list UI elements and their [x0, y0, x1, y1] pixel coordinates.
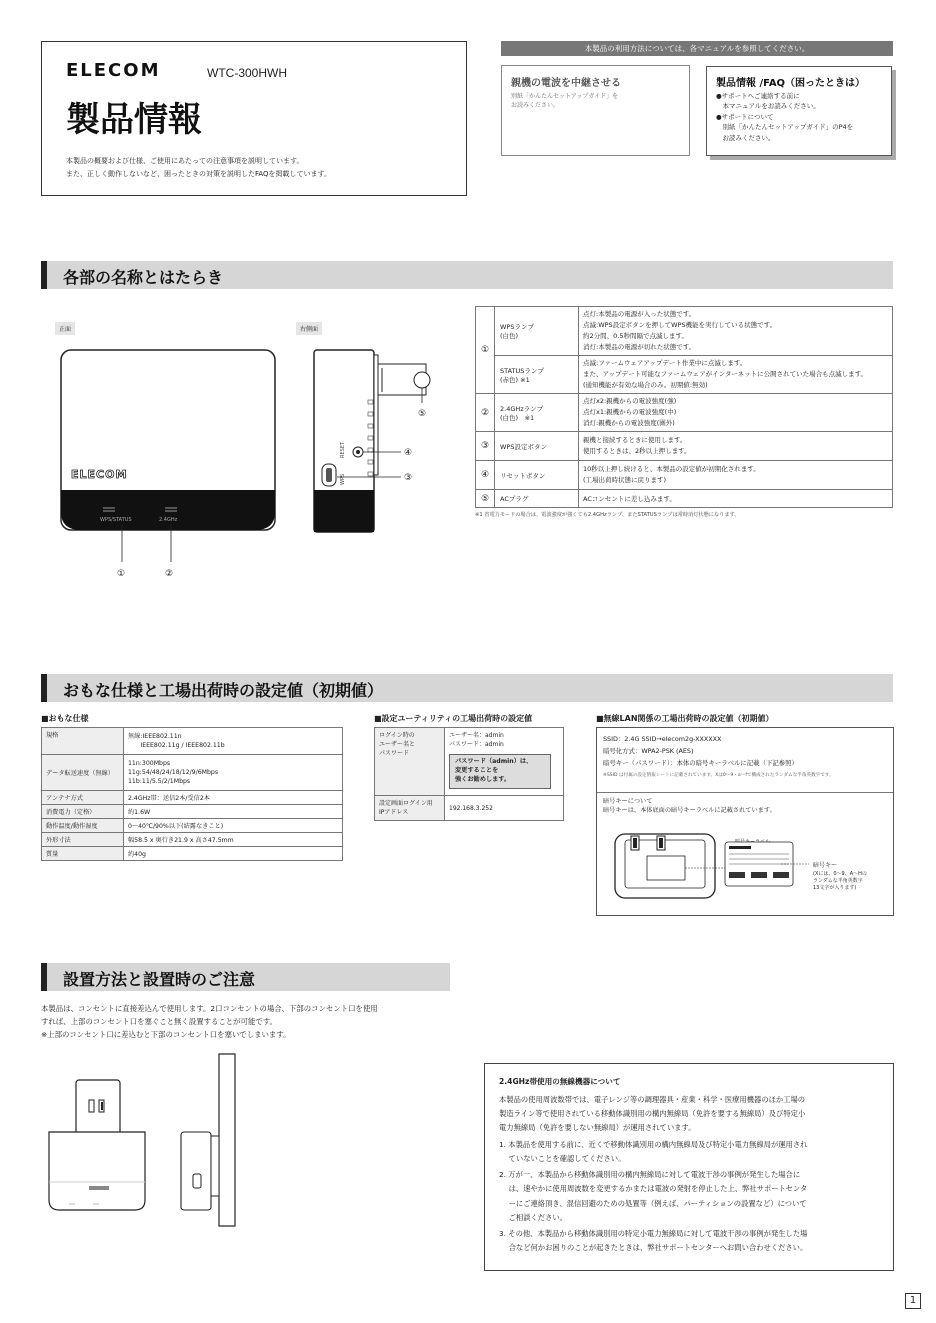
util-ip-label-line: 設定画面ログイン用: [379, 800, 433, 807]
parts-name: WPS設定ボタン: [495, 432, 579, 461]
utility-defaults-table: [374, 727, 564, 821]
spec-key: 規格: [42, 728, 124, 755]
elecom-logo: ELECOM: [66, 60, 161, 81]
wlan-key-info: [603, 797, 776, 816]
radio-intro-line: 製造ライン等で使用されている移動体識別用の構内無線局（免許を要する無線局）及び特定小: [499, 1109, 806, 1119]
wlan-note: ※SSID は付属の設定情報シートに記載されています。Xは0～9・a～fで構成されたランダムな半角英数字です。: [603, 773, 834, 778]
table-row: [476, 461, 893, 490]
device-front-illustration: [55, 340, 295, 590]
radio-intro-line: 電力無線局（免許を要しない無線局）が運用されています。: [499, 1123, 696, 1133]
util-ip-value: 192.168.3.252: [445, 796, 564, 821]
page-title: 製品情報: [66, 100, 202, 140]
spec-key: アンテナ方式: [42, 791, 124, 805]
spec-value-line: 11b:11/5.5/2/1Mbps: [128, 778, 191, 786]
manual-box-relay-line1: 別紙「かんたんセットアップガイド」を: [511, 93, 619, 100]
util-login-label-line: ユーザー名と: [379, 741, 416, 748]
spec-value: [124, 755, 343, 791]
wps-label: WPS: [340, 473, 346, 485]
util-login-label-line: パスワード: [379, 750, 410, 757]
spec-value-line: 11n:300Mbps: [128, 759, 171, 767]
parts-desc: [579, 432, 893, 461]
radio-intro-line: 本製品の使用周波数帯では、電子レンジ等の調理器具・産業・科学・医療用機器のほか工場の: [499, 1095, 806, 1104]
wlan-divider: [597, 792, 893, 793]
radio-item-line: 2. 万が一、本製品から移動体識別用の構内無線局に対して電波干渉の事例が発生した場合に: [499, 1170, 801, 1180]
radio-notice-title: 2.4GHz帯使用の無線機器について: [499, 1077, 621, 1086]
header-desc-1: 本製品の概要および仕様、ご使用にあたっての注意事項を説明しています。: [66, 157, 304, 165]
front-lamp-label: 2.4GHz: [159, 517, 178, 523]
wlan-defaults-heading: ■無線LAN関係の工場出荷時の設定値（初期値）: [596, 714, 774, 723]
wlan-line: 暗号キー（パスワード）：本体の暗号キーラベルに記載（下記参照）: [603, 759, 798, 768]
install-line: ※上部のコンセント口に差込むと下部のコンセント口を塞いでしまいます。: [41, 1029, 291, 1039]
section-bar-specs: [41, 674, 893, 702]
table-row: [476, 490, 893, 508]
section-title: 設置方法と設置時のご注意: [63, 970, 256, 989]
manual-box-relay: [501, 65, 690, 156]
parts-desc-line: 消灯:親機からの電波強度(圏外): [583, 419, 675, 428]
parts-desc-line: 点滅:WPS設定ボタンを押してWPS機能を実行している状態です。: [583, 321, 777, 330]
table-row: [476, 432, 893, 461]
parts-desc: [579, 490, 893, 508]
parts-desc-line: また、アップデート可能なファームウェアがインターネットに公開されていた場合も点滅します。: [583, 370, 868, 379]
parts-desc: [579, 461, 893, 490]
faq-line: お読みください。: [716, 133, 775, 142]
radio-item-line: ご相談ください。: [499, 1212, 567, 1222]
header-box: [41, 41, 467, 196]
utility-defaults-heading: ■設定ユーティリティの工場出荷時の設定値: [374, 714, 533, 723]
model-number: WTC-300HWH: [207, 66, 287, 80]
manual-box-relay-title: 親機の電波を中継させる: [511, 78, 621, 89]
parts-desc-line: 点灯:本製品の電源が入った状態です。: [583, 310, 696, 318]
key-caption-title: 暗号キー: [813, 862, 838, 869]
util-login-label-line: ログイン時の: [379, 732, 415, 739]
spec-value-line: 11g:54/48/24/18/12/9/6Mbps: [128, 768, 219, 776]
table-row: [42, 755, 343, 791]
front-view-label: 正面: [55, 322, 75, 335]
table-row: [476, 307, 893, 356]
install-text: [41, 1003, 378, 1042]
util-ip-label-line: IPアドレス: [379, 809, 409, 816]
header-desc-2: また、正しく動作しないなど、困ったときの対策を説明したFAQを掲載しています。: [66, 170, 331, 178]
spec-value: 幅58.5 x 奥行き21.9 x 高さ47.5mm: [124, 833, 343, 847]
password-warning-line: 変更することを: [455, 766, 499, 774]
parts-num: ⑤: [476, 490, 495, 508]
password-warning-line: パスワード（admin）は、: [455, 758, 533, 765]
page-number: 1: [905, 1293, 921, 1309]
callout-4: ④: [404, 448, 413, 458]
parts-desc-line: (工場出荷時状態に戻ります): [583, 476, 667, 485]
install-line: すれば、上部のコンセント口を塞ぐこと無く設置することが可能です。: [41, 1016, 277, 1026]
section-marker: [41, 261, 47, 289]
parts-desc: [579, 394, 893, 432]
radio-item-line: 合など何かお困りのことが起きたときは、弊社サポートセンターへお問い合わせください。: [499, 1243, 808, 1253]
radio-item-line: 1. 本製品を使用する前に、近くで移動体識別用の構内無線局及び特定小電力無線局が運用され: [499, 1139, 808, 1149]
parts-desc: [579, 356, 893, 394]
table-row: [42, 805, 343, 819]
manual-box-relay-line2: お読みください。: [511, 102, 560, 109]
table-row: [375, 728, 564, 796]
parts-desc-line: 消灯:本製品の電源が切れた状態です。: [583, 343, 696, 352]
install-illustration: [41, 1050, 251, 1230]
parts-desc-line: 10秒以上押し続けると、本製品の設定値が初期化されます。: [583, 465, 760, 474]
manual-banner: 本製品の利用方法については、各マニュアルを参照してください。: [501, 41, 893, 56]
parts-name: 2.4GHzランプ (白色) ※1: [495, 394, 579, 432]
faq-line: 別紙「かんたんセットアップガイド」のP4を: [716, 123, 854, 132]
parts-name: リセットボタン: [495, 461, 579, 490]
parts-table: [475, 306, 893, 508]
spec-value: 約1.6W: [124, 805, 343, 819]
manual-box-faq: [706, 66, 892, 156]
spec-key: データ転送速度（無線）: [42, 755, 124, 791]
callout-1: ①: [117, 569, 126, 579]
radio-notice-box: [484, 1063, 894, 1271]
spec-value: 2.4GHz帯：送信2本/受信2本: [124, 791, 343, 805]
faq-line: ●サポートへご連絡する前に: [716, 92, 800, 100]
parts-name: STATUSランプ (赤色) ※1: [495, 356, 579, 394]
table-row: [476, 356, 893, 394]
spec-value-line: IEEE802.11g / IEEE802.11b: [128, 742, 225, 749]
wlan-settings: [603, 733, 798, 770]
util-login-value-line: ユーザー名：admin: [449, 732, 504, 739]
spec-key: 動作温度/動作湿度: [42, 819, 124, 833]
key-caption: [813, 862, 867, 892]
radio-notice-body: [499, 1093, 885, 1255]
table-row: [375, 796, 564, 821]
main-specs-heading: ■おもな仕様: [41, 714, 89, 723]
wlan-line: 暗号化方式：WPA2-PSK (AES): [603, 747, 694, 756]
parts-note: ※1 省電力モードの場合は、電波強度が強くても2.4GHzランプ、またSTATUSランプは常時消灯状態になります。: [475, 512, 740, 518]
wlan-line: SSID：2.4G SSID→elecom2g-XXXXXX: [603, 735, 722, 743]
parts-num: ④: [476, 461, 495, 490]
radio-item-line: ーにご連絡頂き、混信回避のための処置等（例えば、パーティションの設置など）について: [499, 1198, 807, 1208]
callout-3: ③: [404, 473, 413, 483]
front-lamp-label: WPS/STATUS: [100, 517, 132, 523]
parts-desc-line: 使用するときは、2秒以上押します。: [583, 447, 691, 456]
parts-name: WPSランプ (白色): [495, 307, 579, 356]
radio-item-line: ていないことを確認してください。: [499, 1153, 626, 1163]
table-row: [42, 791, 343, 805]
section-bar-parts: [41, 261, 893, 289]
manual-box-faq-lines: [716, 91, 853, 143]
key-caption-line: 13文字が入ります): [813, 885, 857, 892]
parts-desc-line: 点灯x1:親機からの電波強度(中): [583, 408, 677, 417]
callout-2: ②: [165, 569, 174, 579]
key-caption-line: ランダムな半角英数字: [813, 877, 863, 884]
spec-key: 消費電力（定格）: [42, 805, 124, 819]
parts-desc-line: 点灯x2:親機からの電波強度(強): [583, 397, 677, 406]
parts-num: ①: [476, 307, 495, 394]
manual-box-faq-title: 製品情報 /FAQ（困ったときは）: [716, 78, 866, 89]
device-logo: ELECOM: [71, 468, 128, 481]
parts-desc-line: (通知機能が有効な場合のみ。初期値:無効): [583, 381, 708, 390]
section-title: 各部の名称とはたらき: [63, 268, 224, 287]
side-view-label: 右側面: [296, 322, 322, 335]
parts-desc-line: 約2分間、0.5秒間隔で点滅します。: [583, 332, 688, 341]
parts-desc-line: 点滅:ファームウェアアップデート作業中に点滅します。: [583, 359, 747, 368]
util-login-label: [375, 728, 445, 796]
util-login-value-line: パスワード：admin: [449, 741, 504, 748]
spec-key: 質量: [42, 847, 124, 861]
parts-desc-line: ACコンセントに差し込みます。: [583, 495, 676, 504]
table-row: [476, 394, 893, 432]
spec-value: 0～40℃/90%以下(結露なきこと): [124, 819, 343, 833]
parts-num: ③: [476, 432, 495, 461]
table-row: [42, 847, 343, 861]
parts-num: ②: [476, 394, 495, 432]
wlan-key-line: 暗号キーについて: [603, 798, 653, 805]
faq-line: ●サポートについて: [716, 112, 774, 121]
radio-item-line: は、速やかに使用周波数を変更するかまたは電波の発射を停止した上、弊社サポートセンタ: [499, 1184, 808, 1194]
table-row: [42, 833, 343, 847]
password-warning-line: 強くお勧めします。: [455, 775, 511, 783]
install-line: 本製品は、コンセントに直接差込んで使用します。2口コンセントの場合、下部のコンセント口を使用: [41, 1004, 378, 1013]
wlan-key-line: 暗号キーは、本体底面の暗号キーラベルに記載されています。: [603, 807, 776, 815]
password-warning: [449, 754, 551, 789]
section-marker: [41, 963, 47, 991]
reset-label: RESET: [340, 441, 346, 458]
spec-value: 約40g: [124, 847, 343, 861]
faq-line: 本マニュアルをお読みください。: [716, 102, 820, 111]
key-caption-line: (Xには、0～9、A～Hの: [813, 870, 867, 877]
table-row: [42, 819, 343, 833]
radio-item-line: 3. その他、本製品から移動体識別用の特定小電力無線局に対して電波干渉の事例が発生した場: [499, 1228, 808, 1238]
wlan-defaults-box: [596, 727, 894, 916]
table-row: [42, 728, 343, 755]
parts-desc: [579, 307, 893, 356]
util-login-value: [445, 728, 564, 796]
callout-5: ⑤: [418, 409, 427, 419]
spec-key: 外形寸法: [42, 833, 124, 847]
parts-name: ACプラグ: [495, 490, 579, 508]
device-side-illustration: [296, 340, 436, 540]
section-title: おもな仕様と工場出荷時の設定値（初期値）: [63, 681, 384, 700]
parts-desc-line: 親機と接続するときに使用します。: [583, 436, 687, 445]
section-marker: [41, 674, 47, 702]
util-ip-label: [375, 796, 445, 821]
spec-value-line: 無線:IEEE802.11n: [128, 732, 182, 740]
main-specs-table: [41, 727, 343, 861]
section-bar-install: [41, 963, 450, 991]
spec-value: [124, 728, 343, 755]
